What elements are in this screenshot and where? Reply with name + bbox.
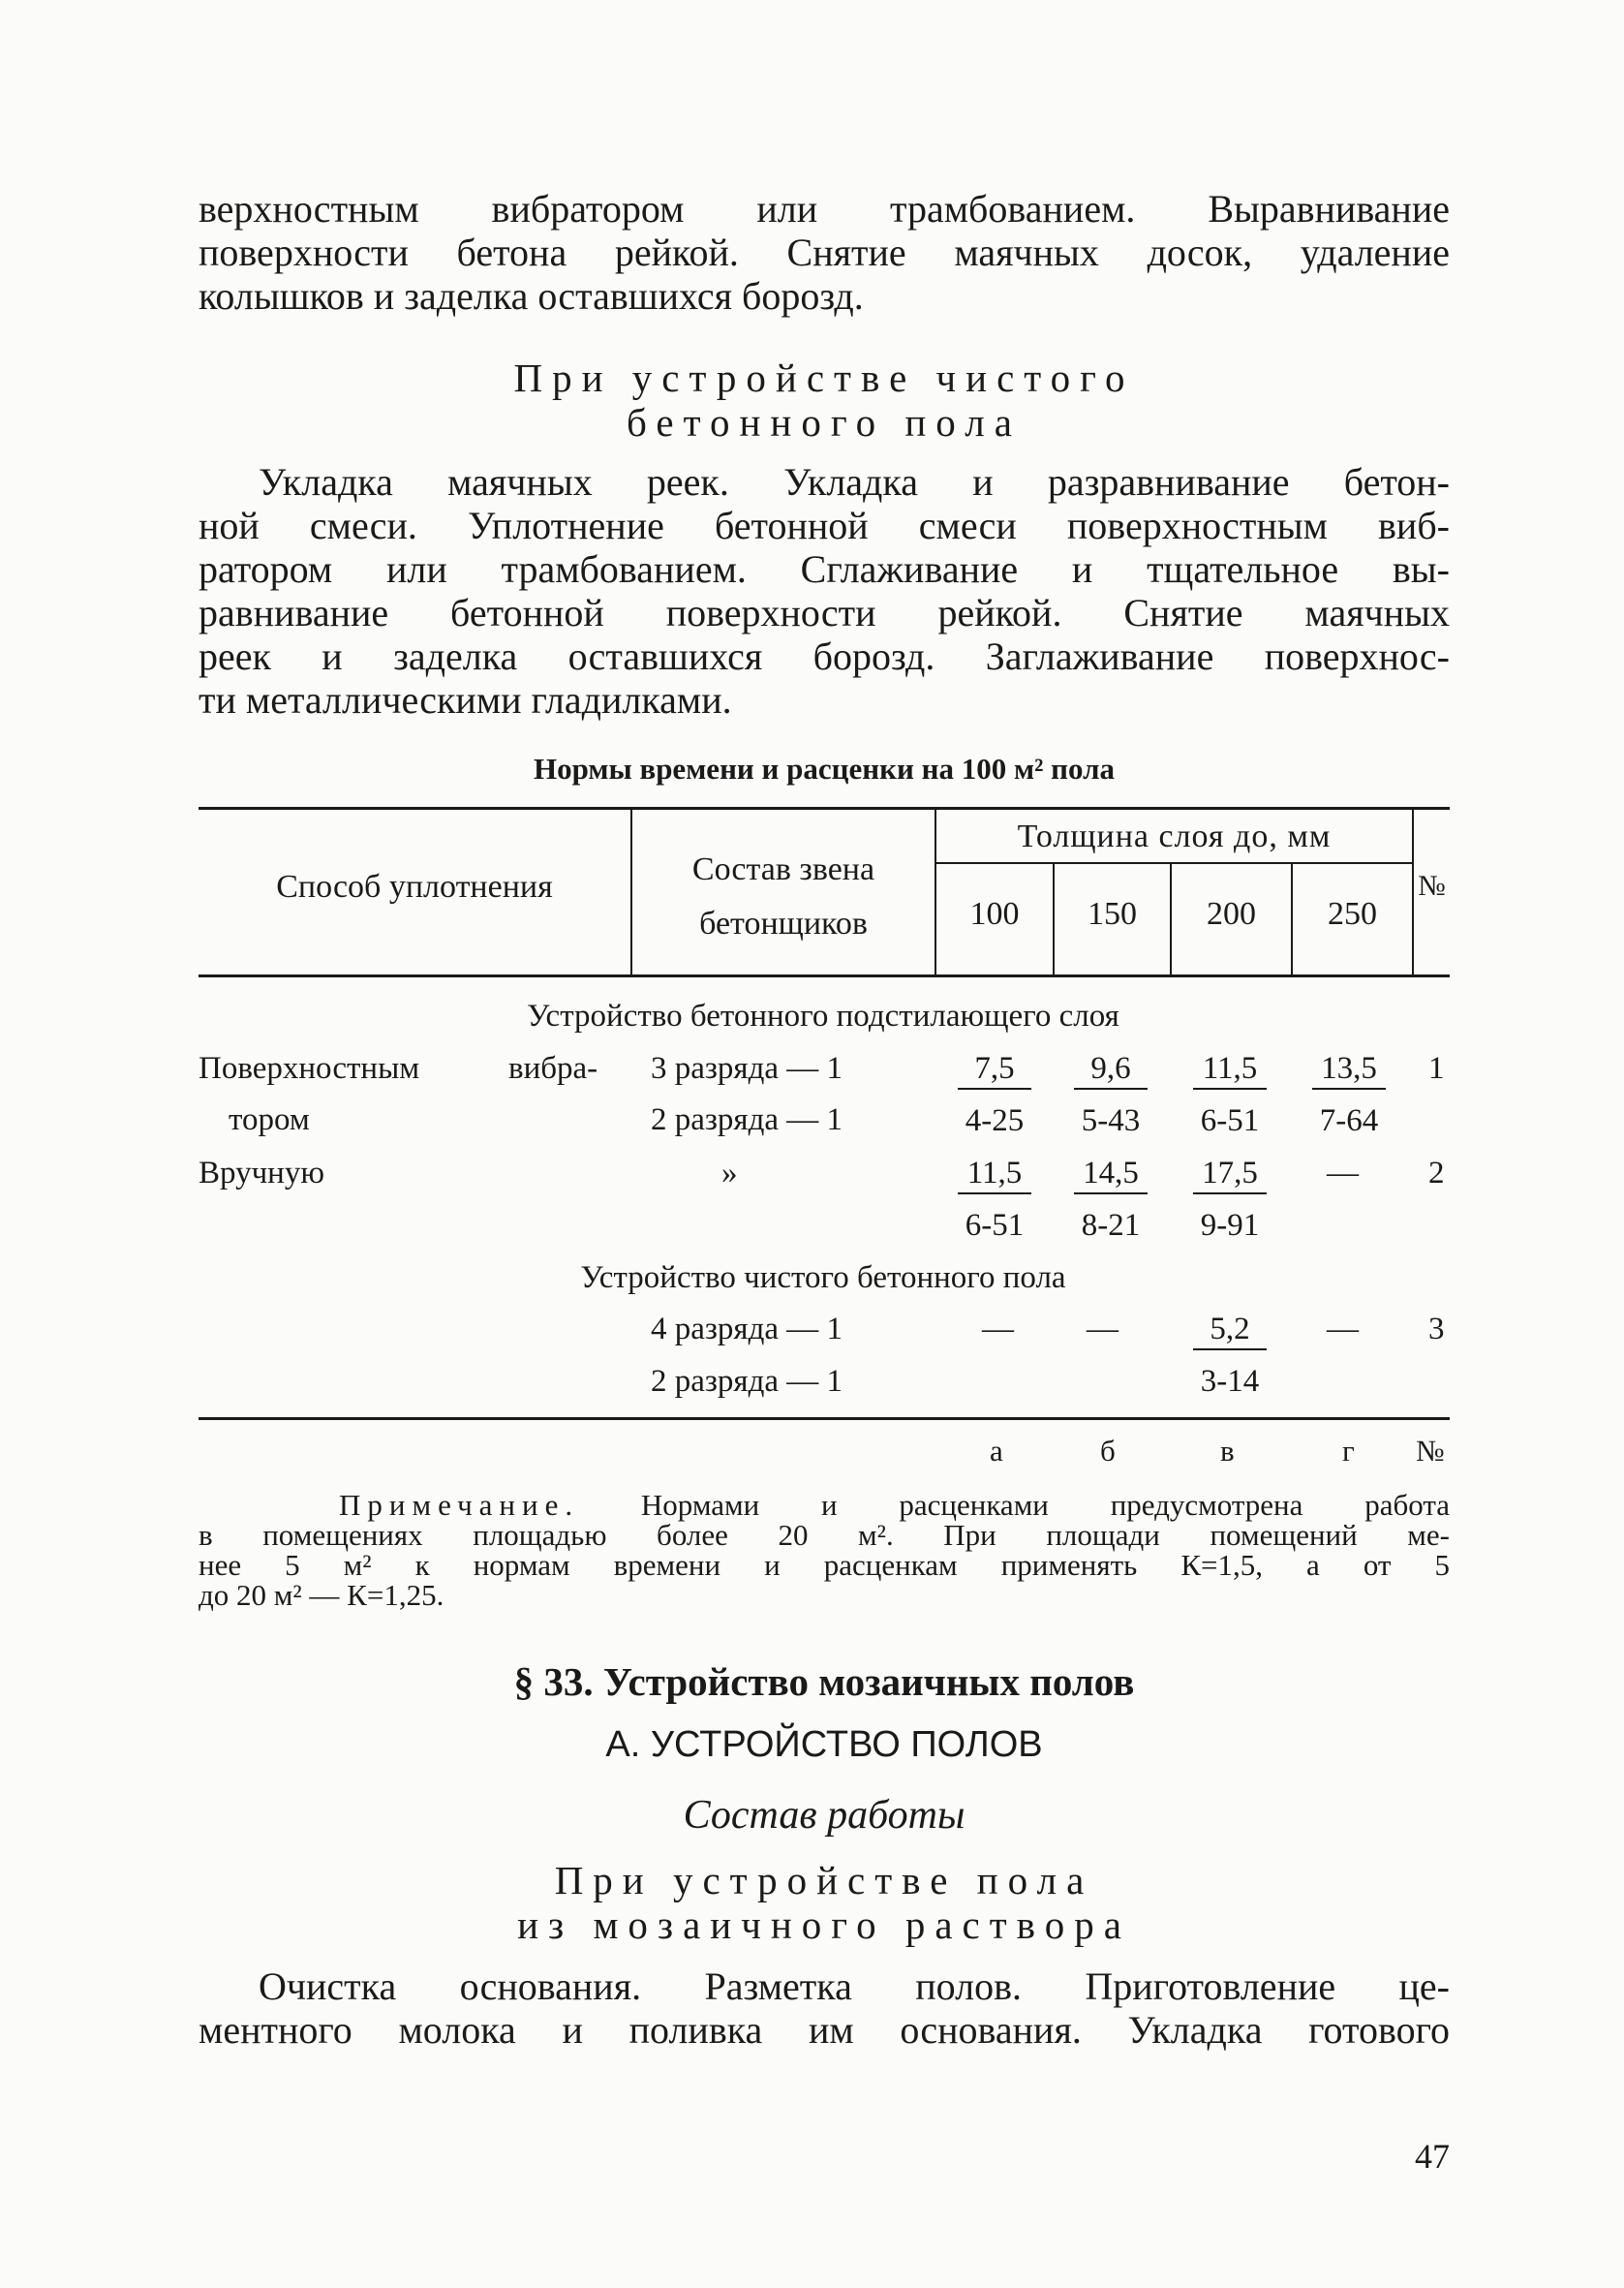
text-line: ной смеси. Уплотнение бетонной смеси поверхностным виб- — [199, 504, 1450, 547]
heading-line: бетонного пола — [627, 400, 1022, 445]
row2-cell-g: — — [1327, 1156, 1359, 1190]
header-thickness-200: 200 — [1207, 896, 1256, 932]
subsection-heading-clean-floor — [199, 356, 1450, 445]
table-note — [199, 1490, 1450, 1610]
footer-col-v: в — [1220, 1434, 1235, 1468]
footer-col-a: а — [990, 1434, 1003, 1468]
row1-cell-g — [1301, 1051, 1397, 1138]
subsection-heading: А. УСТРОЙСТВО ПОЛОВ — [605, 1724, 1043, 1765]
text-line: ратором или трамбованием. Сглаживание и тщательное вы- — [199, 547, 1450, 591]
text-line: реек и заделка оставшихся борозд. Заглаживание поверхнос- — [199, 634, 1450, 678]
text-line: Очистка основания. Разметка полов. Приготовление це- — [259, 1964, 1450, 2008]
text-line: ти металлическими гладилками. — [199, 678, 732, 722]
rate: 5-43 — [1081, 1103, 1141, 1138]
row2-cell-a — [946, 1156, 1043, 1243]
table-bottom-rule — [199, 1417, 1450, 1420]
row1-number: 1 — [1428, 1051, 1445, 1086]
text-line: Укладка маячных реек. Укладка и разравнивание бетон- — [259, 460, 1450, 504]
header-thickness-150: 150 — [1088, 896, 1137, 932]
table-section-underlay: Устройство бетонного подстилающего слоя — [527, 999, 1119, 1034]
row2-crew: » — [721, 1156, 738, 1190]
row3-cell-a: — — [982, 1312, 1014, 1346]
header-bottom-rule — [199, 974, 1450, 977]
note-line — [199, 1490, 1450, 1520]
row1-method-part3: тором — [229, 1102, 310, 1137]
footer-col-b: б — [1100, 1434, 1116, 1468]
row1-cell-v — [1181, 1051, 1278, 1138]
paragraph-clean-floor — [199, 460, 1450, 722]
time-norm: 5,2 — [1193, 1312, 1267, 1350]
rate: 7-64 — [1319, 1103, 1379, 1138]
note-text: Нормами и расценками предусмотрена работа — [640, 1488, 1451, 1522]
row1-method-part2: вибра- — [508, 1051, 598, 1086]
time-norm: 14,5 — [1074, 1156, 1148, 1194]
paragraph-continued — [199, 187, 1450, 318]
text-line: колышков и заделка оставшихся борозд. — [199, 274, 864, 318]
header-thickness-100: 100 — [969, 896, 1020, 932]
footer-col-number: № — [1416, 1434, 1445, 1468]
group-header-rule — [935, 862, 1412, 864]
italic-heading: Состав работы — [683, 1793, 965, 1838]
row2-number: 2 — [1428, 1156, 1445, 1190]
rate: 4-25 — [965, 1103, 1025, 1138]
heading-line: При устройстве чистого — [513, 356, 1135, 400]
header-number: № — [1418, 870, 1446, 902]
rate: 9-91 — [1200, 1208, 1260, 1243]
time-norm: 7,5 — [958, 1051, 1031, 1090]
table-section-clean-floor: Устройство чистого бетонного пола — [580, 1260, 1066, 1295]
subsection-heading-mosaic — [199, 1858, 1450, 1947]
row3-cell-v — [1181, 1312, 1278, 1399]
row1-method-part1: Поверхностным — [199, 1051, 420, 1086]
rate: 6-51 — [1200, 1103, 1260, 1138]
row2-cell-v — [1181, 1156, 1278, 1243]
header-thickness-group: Толщина слоя до, мм — [1017, 819, 1332, 854]
row1-cell-b — [1062, 1051, 1159, 1138]
row1-crew-2: 2 разряда — 1 — [651, 1102, 843, 1137]
row2-cell-b — [1062, 1156, 1159, 1243]
text-line: верхностным вибратором или трамбованием. Выравнивание — [199, 187, 1450, 231]
note-line: нее 5 м² к нормам времени и расценкам применять К=1,5, а от 5 — [199, 1548, 1450, 1582]
text-line: равнивание бетонной поверхности рейкой. Снятие маячных — [199, 591, 1450, 634]
row3-crew-1: 4 разряда — 1 — [651, 1312, 843, 1346]
heading-line: из мозаичного раствора — [517, 1902, 1131, 1947]
row3-cell-g: — — [1327, 1312, 1359, 1346]
table-top-rule — [199, 807, 1450, 810]
time-norm: 9,6 — [1074, 1051, 1148, 1090]
header-crew-line: бетонщиков — [699, 906, 868, 942]
note-label: Примечание. — [339, 1488, 580, 1522]
text-line: поверхности бетона рейкой. Снятие маячных досок, удаление — [199, 231, 1450, 274]
table-title: Нормы времени и расценки на 100 м² пола — [534, 752, 1115, 786]
note-line: в помещениях площадью более 20 м². При площади помещений ме- — [199, 1518, 1450, 1552]
row3-crew-2: 2 разряда — 1 — [651, 1364, 843, 1399]
header-thickness-250: 250 — [1328, 896, 1377, 932]
row2-method: Вручную — [199, 1156, 324, 1190]
rate: 3-14 — [1200, 1364, 1260, 1399]
time-norm: 11,5 — [1193, 1051, 1267, 1090]
footer-col-g: г — [1342, 1434, 1355, 1468]
time-norm: 13,5 — [1312, 1051, 1386, 1090]
rate: 6-51 — [965, 1208, 1025, 1243]
header-crew-line: Состав звена — [691, 851, 875, 887]
header-method: Способ уплотнения — [276, 869, 553, 905]
paragraph-mosaic — [199, 1964, 1450, 2052]
header-crew — [632, 843, 935, 951]
row3-number: 3 — [1428, 1312, 1445, 1346]
time-norm: 11,5 — [958, 1156, 1031, 1194]
heading-line: При устройстве пола — [554, 1858, 1094, 1902]
row1-crew-1: 3 разряда — 1 — [651, 1051, 843, 1086]
section-heading: § 33. Устройство мозаичных полов — [513, 1659, 1135, 1704]
time-norm: 17,5 — [1193, 1156, 1267, 1194]
row1-cell-a — [946, 1051, 1043, 1138]
rate: 8-21 — [1081, 1208, 1141, 1243]
page-number: 47 — [1415, 2137, 1450, 2176]
text-line: ментного молока и поливка им основания. Укладка готового — [199, 2008, 1450, 2052]
row3-cell-b: — — [1087, 1312, 1118, 1346]
note-line: до 20 м² — К=1,25. — [199, 1578, 444, 1612]
